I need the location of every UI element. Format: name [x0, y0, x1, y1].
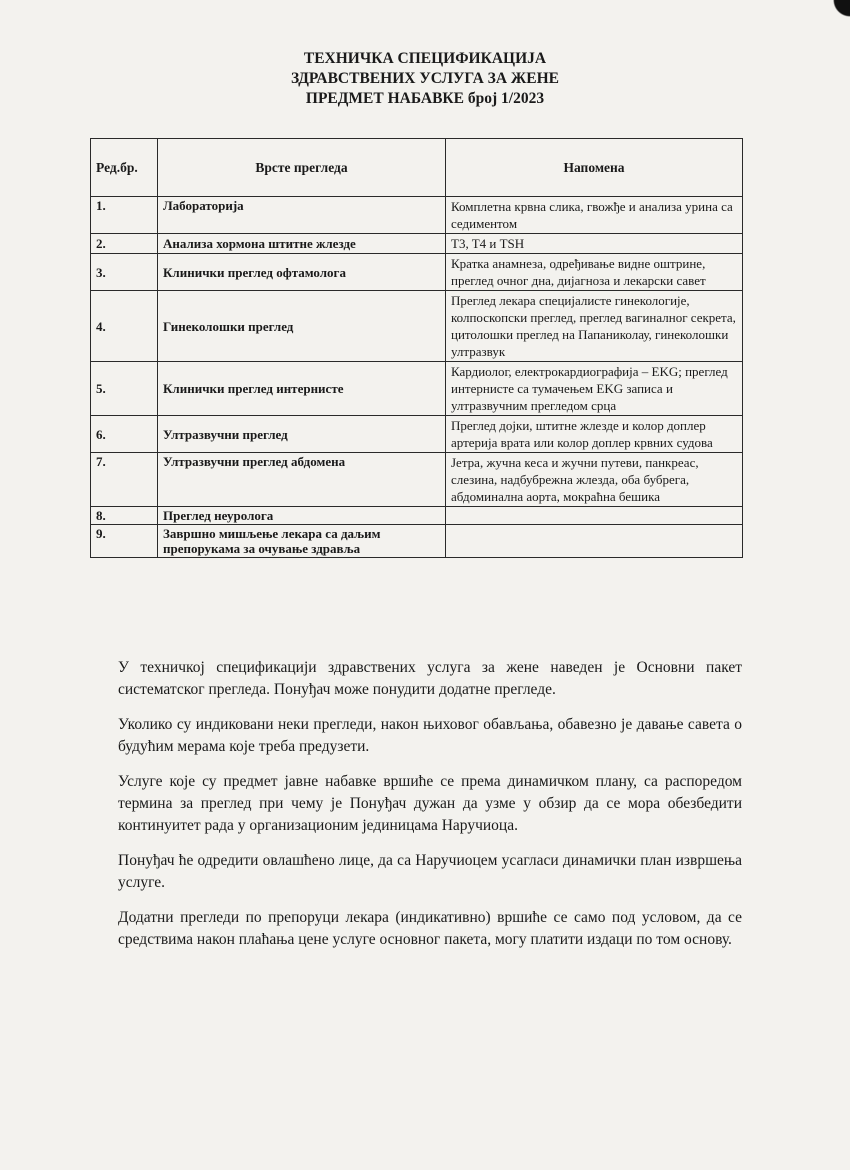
document-title [0, 49, 850, 109]
paragraph: Услуге које су предмет јавне набавке вршиће се према динамичком плану, са распоредом термина за преглед при чему је Понуђач дужан да узме у обзир да се мора обезбедити континуитет рада у организационим јединицама Наручиоца. [118, 773, 742, 834]
row-exam-type: Анализа хормона штитне жлезде [158, 234, 446, 254]
row-note: Кардиолог, електрокардиографија – EKG; преглед интернисте са тумачењем EKG записа и ултразвучним прегледом срца [446, 362, 743, 416]
paragraph: Додатни прегледи по препоруци лекара (индикативно) вршиће се само под условом, да се средствима након плаћања цене услуге основног пакета, могу платити издаци по том основу. [118, 909, 742, 948]
title-line-1: ТЕХНИЧКА СПЕЦИФИКАЦИЈА [303, 50, 547, 67]
row-number: 6. [91, 416, 158, 453]
title-line-3: ПРЕДМЕТ НАБАВКЕ број 1/2023 [305, 90, 545, 107]
scan-corner-mark [830, 0, 850, 20]
column-header-note: Напомена [446, 139, 743, 197]
row-note: Преглед лекара специјалисте гинекологије, колпоскопски преглед, преглед вагиналног секрета, цитолошки преглед на Папаниколау, гинеколошки ултразвук [446, 291, 743, 362]
table-header-row [91, 139, 743, 197]
table-row [91, 453, 743, 507]
table-row [91, 362, 743, 416]
row-number: 2. [91, 234, 158, 254]
table-row [91, 254, 743, 291]
row-number: 8. [91, 507, 158, 525]
row-exam-type: Преглед неуролога [158, 507, 446, 525]
table-row [91, 291, 743, 362]
paragraph: У техничкој спецификацији здравствених услуга за жене наведен је Основни пакет систематског прегледа. Понуђач може понудити додатне прегледе. [118, 659, 742, 698]
row-exam-type: Завршно мишљење лекара са даљим препорукама за очување здравља [158, 525, 446, 558]
row-note [446, 507, 743, 525]
row-number: 9. [91, 525, 158, 558]
row-note: Јетра, жучна кеса и жучни путеви, панкреас, слезина, надбубрежна жлезда, оба бубрега, абдоминална аорта, мокраћна бешика [446, 453, 743, 507]
row-exam-type: Гинеколошки преглед [158, 291, 446, 362]
row-exam-type: Клинички преглед интернисте [158, 362, 446, 416]
column-header-exam-type: Врсте прегледа [158, 139, 446, 197]
row-number: 4. [91, 291, 158, 362]
row-note [446, 525, 743, 558]
paragraph: Уколико су индиковани неки прегледи, након њиховог обављања, обавезно је давање савета о будућим мерама које треба предузети. [118, 716, 742, 755]
row-note: Преглед дојки, штитне жлезде и колор доплер артерија врата или колор доплер крвних судова [446, 416, 743, 453]
table-row [91, 197, 743, 234]
row-exam-type: Ултразвучни преглед абдомена [158, 453, 446, 507]
row-number: 1. [91, 197, 158, 234]
row-note: T3, T4 и TSH [446, 234, 743, 254]
paragraph: Понуђач ће одредити овлашћено лице, да са Наручиоцем усагласи динамички план извршења услуге. [118, 852, 742, 891]
row-number: 7. [91, 453, 158, 507]
specification-table [90, 138, 743, 558]
row-number: 3. [91, 254, 158, 291]
table-row [91, 416, 743, 453]
table-row [91, 507, 743, 525]
row-exam-type: Ултразвучни преглед [158, 416, 446, 453]
row-note: Комплетна крвна слика, гвожђе и анализа урина са седиментом [446, 197, 743, 234]
row-number: 5. [91, 362, 158, 416]
row-exam-type: Лабораторија [158, 197, 446, 234]
row-exam-type: Клинички преглед офтамолога [158, 254, 446, 291]
column-header-number: Ред.бр. [91, 139, 158, 197]
body-text [118, 657, 742, 964]
table-row [91, 525, 743, 558]
table-row [91, 234, 743, 254]
title-line-2: ЗДРАВСТВЕНИХ УСЛУГА ЗА ЖЕНЕ [291, 70, 559, 87]
row-note: Кратка анамнеза, одређивање видне оштрине, преглед очног дна, дијагноза и лекарски савет [446, 254, 743, 291]
